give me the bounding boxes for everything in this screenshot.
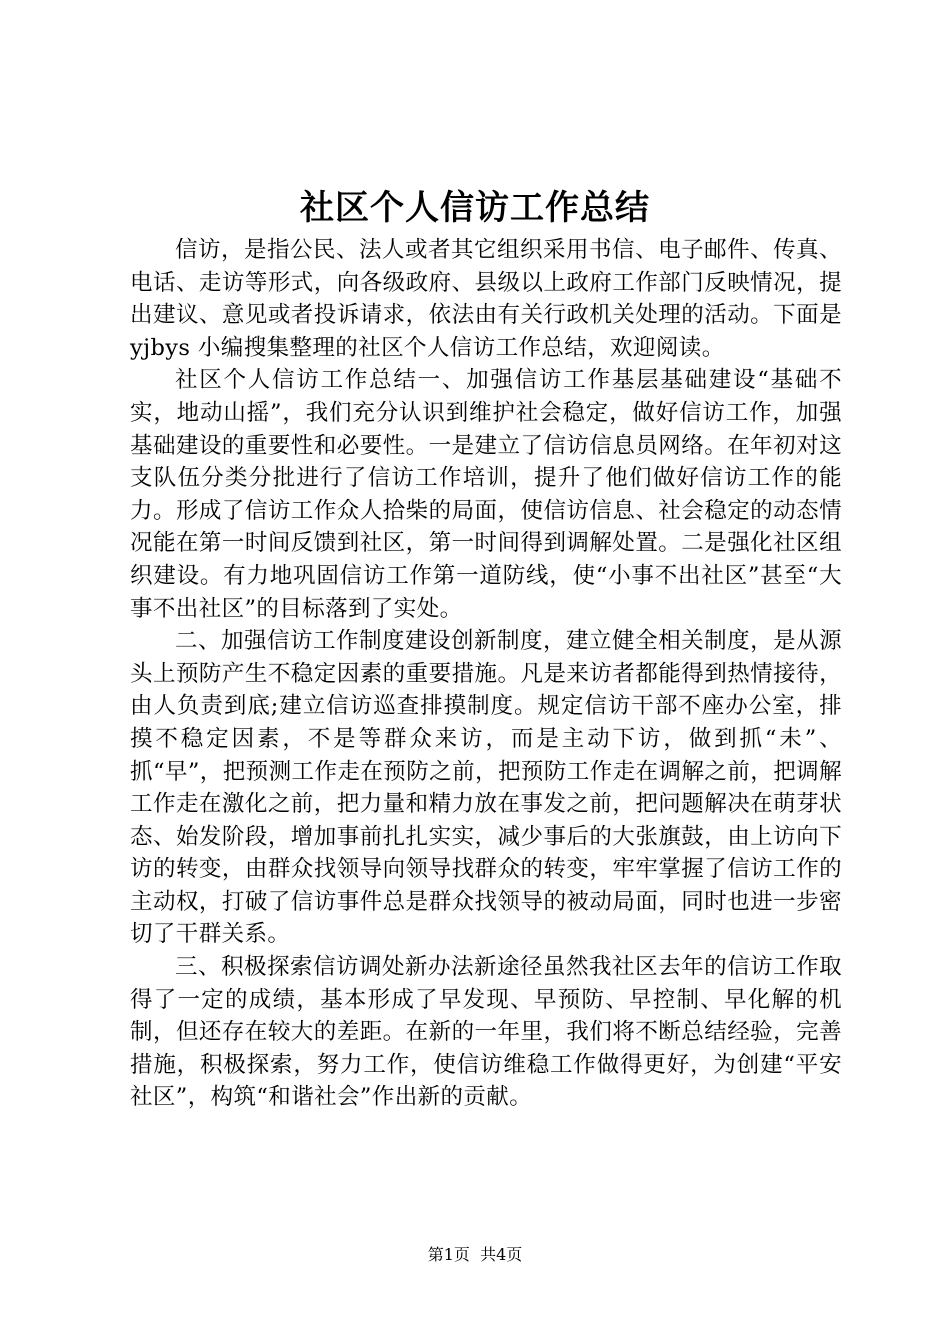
paragraph-section-1: 社区个人信访工作总结一、加强信访工作基层基础建设“基础不实，地动山摇”，我们充分认识到维护社会稳定，做好信访工作，加强基础建设的重要性和必要性。一是建立了信访信息员网络。在年初对这支队伍分类分批进行了信访工作培训，提升了他们做好信访工作的能力。形成了信访工作众人拾柴的局面，使信访信息、社会稳定的动态情况能在第一时间反馈到社区，第一时间得到调解处置。二是强化社区组织建设。有力地巩固信访工作第一道防线，使“小事不出社区”甚至“大事不出社区”的目标落到了实处。 [130, 367, 842, 622]
paragraph-section-2: 二、加强信访工作制度建设创新制度，建立健全相关制度，是从源头上预防产生不稳定因素的重要措施。凡是来访者都能得到热情接待，由人负责到底;建立信访巡查排摸制度。规定信访干部不座办公室，排摸不稳定因素，不是等群众来访，而是主动下访，做到抓“未”、抓“早”，把预测工作走在预防之前，把预防工作走在调解之前，把调解工作走在激化之前，把力量和精力放在事发之前，把问题解决在萌芽状态、始发阶段，增加事前扎扎实实，减少事后的大张旗鼓，由上访向下访的转变，由群众找领导向领导找群众的转变，牢牢掌握了信访工作的主动权，打破了信访事件总是群众找领导的被动局面，同时也进一步密切了干群关系。 [130, 628, 842, 948]
document-title: 社区个人信访工作总结 [300, 188, 650, 228]
page-number-label: 第1页 共4页 [427, 1245, 523, 1264]
paragraph-intro: 信访，是指公民、法人或者其它组织采用书信、电子邮件、传真、电话、走访等形式，向各级政府、县级以上政府工作部门反映情况，提出建议、意见或者投诉请求，依法由有关行政机关处理的活动。下面是 yjbys 小编搜集整理的社区个人信访工作总结，欢迎阅读。 [130, 237, 842, 361]
document-body [130, 234, 842, 1114]
page-footer [0, 1244, 950, 1266]
paragraph-section-3: 三、积极探索信访调处新办法新途径虽然我社区去年的信访工作取得了一定的成绩，基本形成了早发现、早预防、早控制、早化解的机制，但还存在较大的差距。在新的一年里，我们将不断总结经验，完善措施，积极探索，努力工作，使信访维稳工作做得更好，为创建“平安社区”，构筑“和谐社会”作出新的贡献。 [130, 954, 842, 1111]
